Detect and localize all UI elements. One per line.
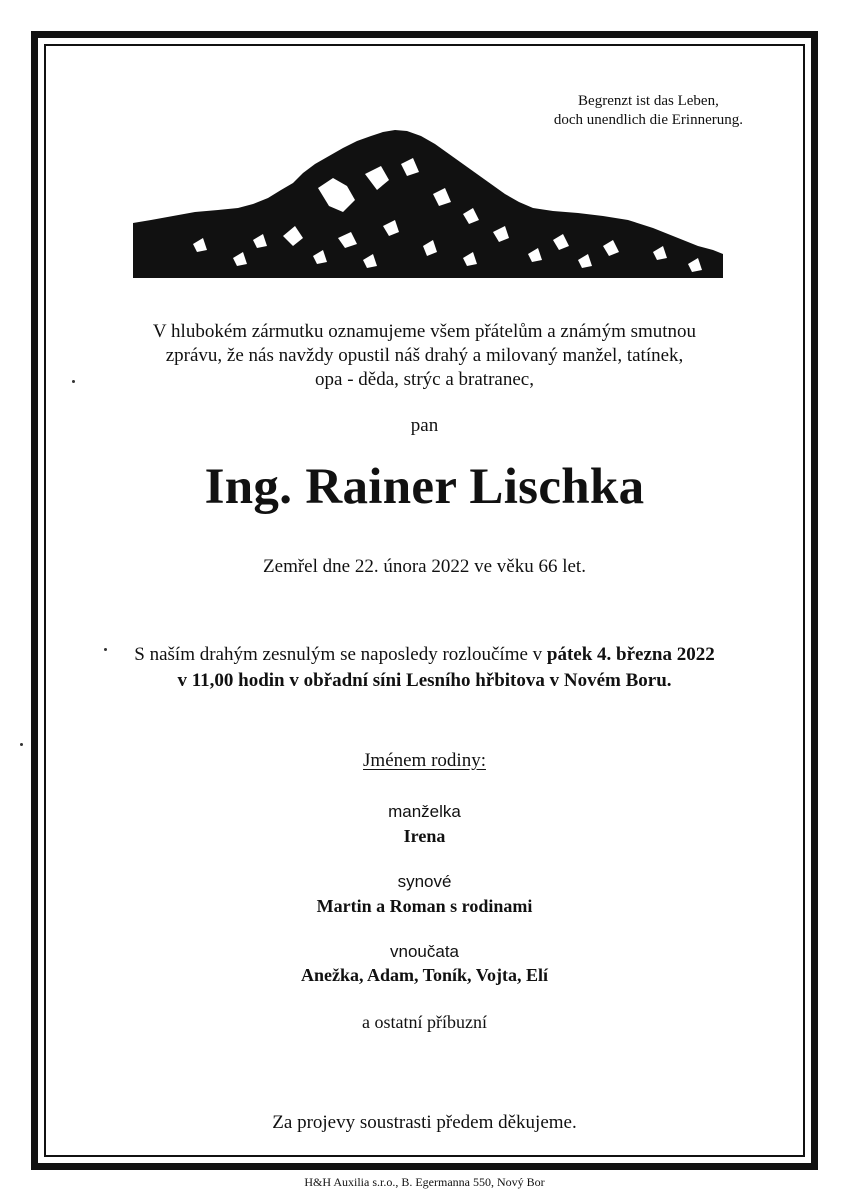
family-role-wife: manželka [388, 802, 461, 821]
deceased-name: Ing. Rainer Lischka [204, 459, 645, 515]
family-role-sons: synové [397, 872, 452, 891]
family-names-wife: Irena [403, 826, 446, 846]
death-info: Zemřel dne 22. února 2022 ve věku 66 let. [263, 556, 586, 577]
funeral-date: pátek 4. března 2022 [546, 644, 715, 665]
announcement-text [0, 320, 849, 392]
family-names-sons: Martin a Roman s rodinami [316, 896, 533, 916]
printer-footer: H&H Auxilia s.r.o., B. Egermanna 550, Nový Bor [304, 1175, 545, 1189]
mountain-illustration [133, 128, 723, 278]
salutation: pan [410, 415, 439, 436]
family-names-grandchildren: Anežka, Adam, Toník, Vojta, Elí [300, 965, 549, 985]
family-heading-text: Jménem rodiny: [363, 750, 486, 771]
funeral-info-prefix: S naším drahým zesnulým se naposledy rozloučíme v [134, 644, 547, 665]
thanks-note: Za projevy soustrasti předem děkujeme. [272, 1112, 577, 1133]
motto-line-1: Begrenzt ist das Leben, [578, 93, 719, 109]
scan-speck [20, 743, 23, 746]
announcement-line-2: zprávu, že nás navždy opustil náš drahý a milovaný manžel, tatínek, [165, 345, 684, 366]
motto-quote [554, 92, 743, 130]
announcement-line-3: opa - děda, strýc a bratranec, [315, 369, 534, 390]
other-relatives: a ostatní příbuzní [362, 1012, 487, 1032]
announcement-line-1: V hlubokém zármutku oznamujeme všem přátelům a známým smutnou [152, 321, 697, 342]
family-heading [0, 750, 849, 772]
funeral-info [0, 642, 849, 694]
funeral-info-line-1 [0, 642, 849, 668]
funeral-time-place: v 11,00 hodin v obřadní síni Lesního hřbitova v Novém Boru. [177, 670, 672, 691]
motto-line-2: doch unendlich die Erinnerung. [553, 112, 743, 128]
family-role-grandchildren: vnoučata [390, 942, 459, 961]
